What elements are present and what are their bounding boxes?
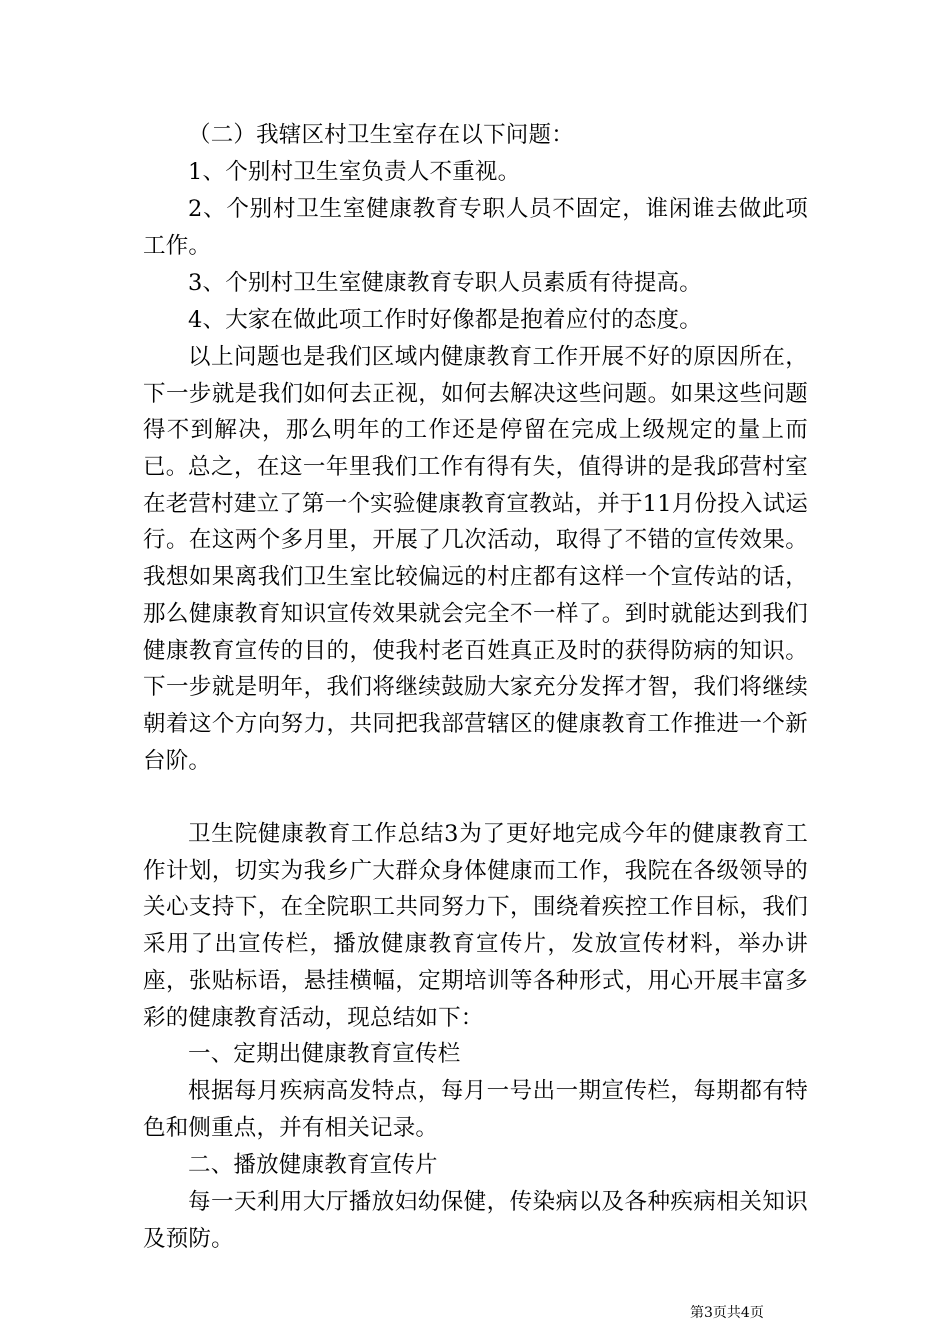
page-number-footer: 第3页共4页: [690, 1305, 764, 1321]
paragraph-summary-3-intro: 卫生院健康教育工作总结3为了更好地完成今年的健康教育工作计划，切实为我乡广大群众身体健康而工作，我院在各级领导的关心支持下，在全院职工共同努力下，围绕着疾控工作目标，我们采用了出宣传栏，播放健康教育宣传片，发放宣传材料，举办讲座，张贴标语，悬挂横幅，定期培训等各种形式，用心开展丰富多彩的健康教育活动，现总结如下：: [143, 821, 808, 1031]
paragraph-promo-video: 每一天利用大厅播放妇幼保健，传染病以及各种疾病相关知识及预防。: [143, 1189, 808, 1252]
paragraph-issue-4: 4、大家在做此项工作时好像都是抱着应付的态度。: [188, 307, 702, 333]
paragraph-section-two-heading: （二）我辖区村卫生室存在以下问题：: [188, 122, 574, 148]
paragraph-conclusion: 总之，在这一年里我们工作有得有失，值得讲的是我邱营村室在老营村建立了第一个实验健康教育宣教站，并于11月份投入试运行。在这两个多月里，开展了几次活动，取得了不错的宣传效果。我想如果离我们卫生室比较偏远的村庄都有这样一个宣传站的话，那么健康教育知识宣传效果就会完全不一样了。到时就能达到我们健康教育宣传的目的，使我村老百姓真正及时的获得防病的知识。下一步就是明年，我们将继续鼓励大家充分发挥才智，我们将继续朝着这个方向努力，共同把我部营辖区的健康教育工作推进一个新台阶。: [143, 454, 808, 774]
paragraph-issue-3: 3、个别村卫生室健康教育专职人员素质有待提高。: [188, 270, 702, 296]
paragraph-problems-summary: 以上问题也是我们区域内健康教育工作开展不好的原因所在，下一步就是我们如何去正视，如何去解决这些问题。如果这些问题得不到解决，那么明年的工作还是停留在完成上级规定的量上而已。: [143, 344, 808, 481]
paragraph-issue-2: 2、个别村卫生室健康教育专职人员不固定，谁闲谁去做此项工作。: [143, 196, 808, 259]
heading-bulletin-board: 一、定期出健康教育宣传栏: [188, 1041, 461, 1067]
paragraph-bulletin-board: 根据每月疾病高发特点，每月一号出一期宣传栏，每期都有特色和侧重点，并有相关记录。: [143, 1078, 808, 1141]
heading-promo-video: 二、播放健康教育宣传片: [188, 1152, 438, 1178]
paragraph-issue-1: 1、个别村卫生室负责人不重视。: [188, 159, 521, 185]
